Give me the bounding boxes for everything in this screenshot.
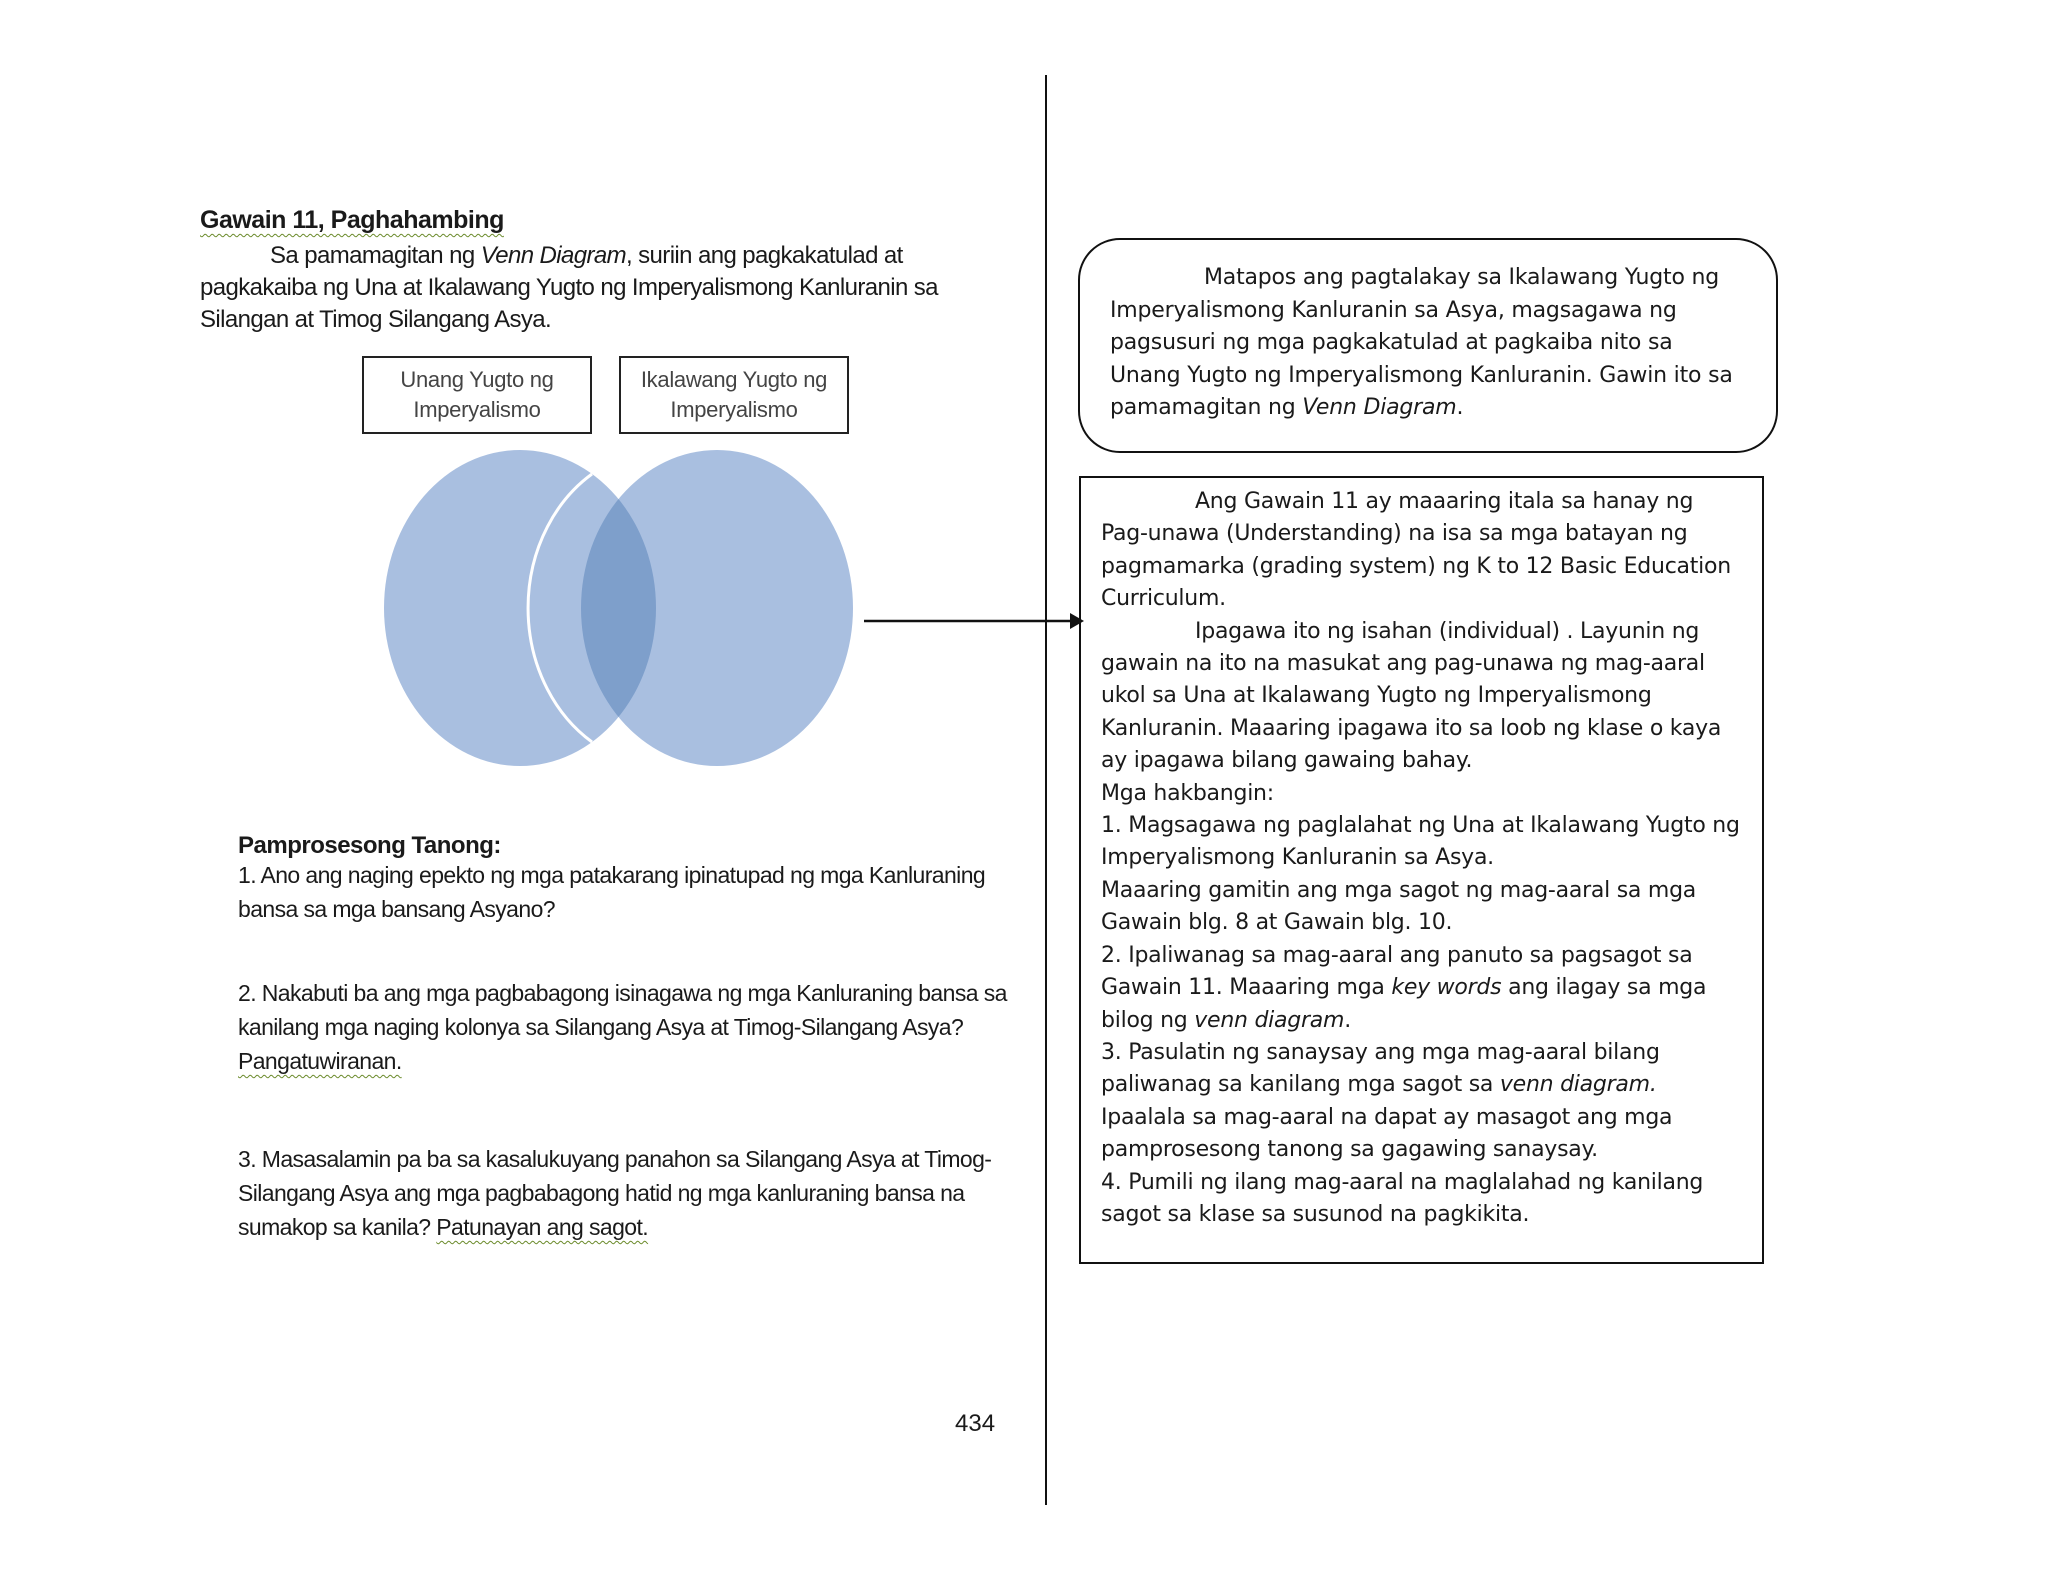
step-2-text: 2. Ipaliwanag sa mag-aaral ang panuto sa pagsagot sa Gawain 11. Maaaring mga <box>1101 942 1693 1001</box>
intro-venn-term: Venn Diagram <box>1302 395 1457 420</box>
step-3 <box>1101 1037 1744 1167</box>
venn-diagram <box>380 448 860 768</box>
instructions-venn-term: Venn Diagram <box>480 242 627 269</box>
step-3-end: Ipaalala sa mag-aaral na dapat ay masagot ang mga pamprosesong tanong sa gagawing sanaysay. <box>1101 1104 1673 1163</box>
intro-text: Matapos ang pagtalakay sa Ikalawang Yugto ng Imperyalismong Kanluranin sa Asya, magsagawa ng pagsusuri ng mga pagkakatulad at pagkaiba nito sa Unang Yugto ng Imperyalismong Kanluranin. Gawin ito sa pamamagitan ng <box>1110 265 1733 420</box>
step-2 <box>1101 940 1744 1037</box>
question-2 <box>238 976 1048 1078</box>
question-1: 1. Ano ang naging epekto ng mga patakarang ipinatupad ng mga Kanluraning bansa sa mga bansang Asyano? <box>238 862 986 922</box>
venn-label-second-line2: Imperyalismo <box>670 397 798 422</box>
instructions-text-start: Sa pamamagitan ng <box>270 242 481 269</box>
processing-questions-heading: Pamprosesong Tanong: <box>238 832 501 859</box>
step-2-key-words: key words <box>1391 975 1502 1001</box>
teacher-intro-box <box>1078 238 1778 453</box>
step-1: 1. Magsagawa ng paglalahat ng Una at Ikalawang Yugto ng Imperyalismong Kanluranin sa Asya. <box>1101 813 1740 871</box>
question-2-text: 2. Nakabuti ba ang mga pagbabagong isinagawa ng mga Kanluraning bansa sa kanilang mga naging kolonya sa Silangang Asya at Timog-Silangang Asya? <box>238 980 1007 1040</box>
intro-text-end: . <box>1456 395 1464 420</box>
step-2-venn-term: venn diagram <box>1194 1007 1345 1033</box>
step-2-end: . <box>1344 1007 1351 1033</box>
step-1-note: Maaaring gamitin ang mga sagot ng mag-aaral sa mga Gawain blg. 8 at Gawain blg. 10. <box>1101 877 1697 936</box>
steps-heading: Mga hakbangin: <box>1101 780 1274 806</box>
instructions-text-end: , suriin ang pagkakatulad at pagkakaiba ng Una at Ikalawang Yugto ng Imperyalismong Kanluranin sa Silangan at Timog Silangang Asya. <box>200 242 938 333</box>
question-2-tail: Pangatuwiranan. <box>238 1048 402 1074</box>
step-3-venn-term: venn diagram. <box>1499 1072 1657 1098</box>
step-2-mid: ang ilagay sa mga bilog ng <box>1101 975 1707 1033</box>
question-3-tail: Patunayan ang sagot. <box>436 1214 649 1240</box>
step-3-text: 3. Pasulatin ng sanaysay ang mga mag-aaral bilang paliwanag sa kanilang mga sagot sa <box>1101 1039 1660 1098</box>
notes-paragraph-2 <box>1101 616 1744 778</box>
activity-title: Gawain 11, Paghahambing <box>200 206 504 234</box>
step-4: 4. Pumili ng ilang mag-aaral na maglalahad ng kanilang sagot sa klase sa susunod na pagkikita. <box>1101 1169 1704 1227</box>
venn-label-second-phase <box>619 356 849 434</box>
venn-label-first-line1: Unang Yugto ng <box>400 367 554 392</box>
venn-label-first-phase <box>362 356 592 434</box>
notes-paragraph-2-text: Ipagawa ito ng isahan (individual) . Layunin ng gawain na ito na masukat ang pag-unawa ng mag-aaral ukol sa Una at Ikalawang Yugto ng Imperyalismong Kanluranin. Maaaring ipagawa ito sa loob ng klase o kaya ay ipagawa bilang gawaing bahay. <box>1101 618 1722 774</box>
notes-paragraph-1 <box>1101 486 1744 616</box>
activity-instructions <box>200 240 980 336</box>
question-3-text: 3. Masasalamin pa ba sa kasalukuyang panahon sa Silangang Asya at Timog-Silangang Asya ang mga pagbabagong hatid ng mga kanluraning bansa na sumakop sa kanila? <box>238 1146 992 1240</box>
page-number: 434 <box>955 1410 996 1437</box>
teacher-notes-box <box>1079 476 1764 1264</box>
notes-paragraph-1-text: Ang Gawain 11 ay maaaring itala sa hanay ng Pag-unawa (Understanding) na isa sa mga batayan ng pagmamarka (grading system) ng K to 12 Basic Education Curriculum. <box>1101 489 1731 612</box>
venn-label-first-line2: Imperyalismo <box>413 397 541 422</box>
arrow-connector <box>864 608 1086 634</box>
question-3 <box>238 1142 1048 1244</box>
page-divider <box>1045 75 1047 1505</box>
venn-label-second-line1: Ikalawang Yugto ng <box>640 367 828 392</box>
